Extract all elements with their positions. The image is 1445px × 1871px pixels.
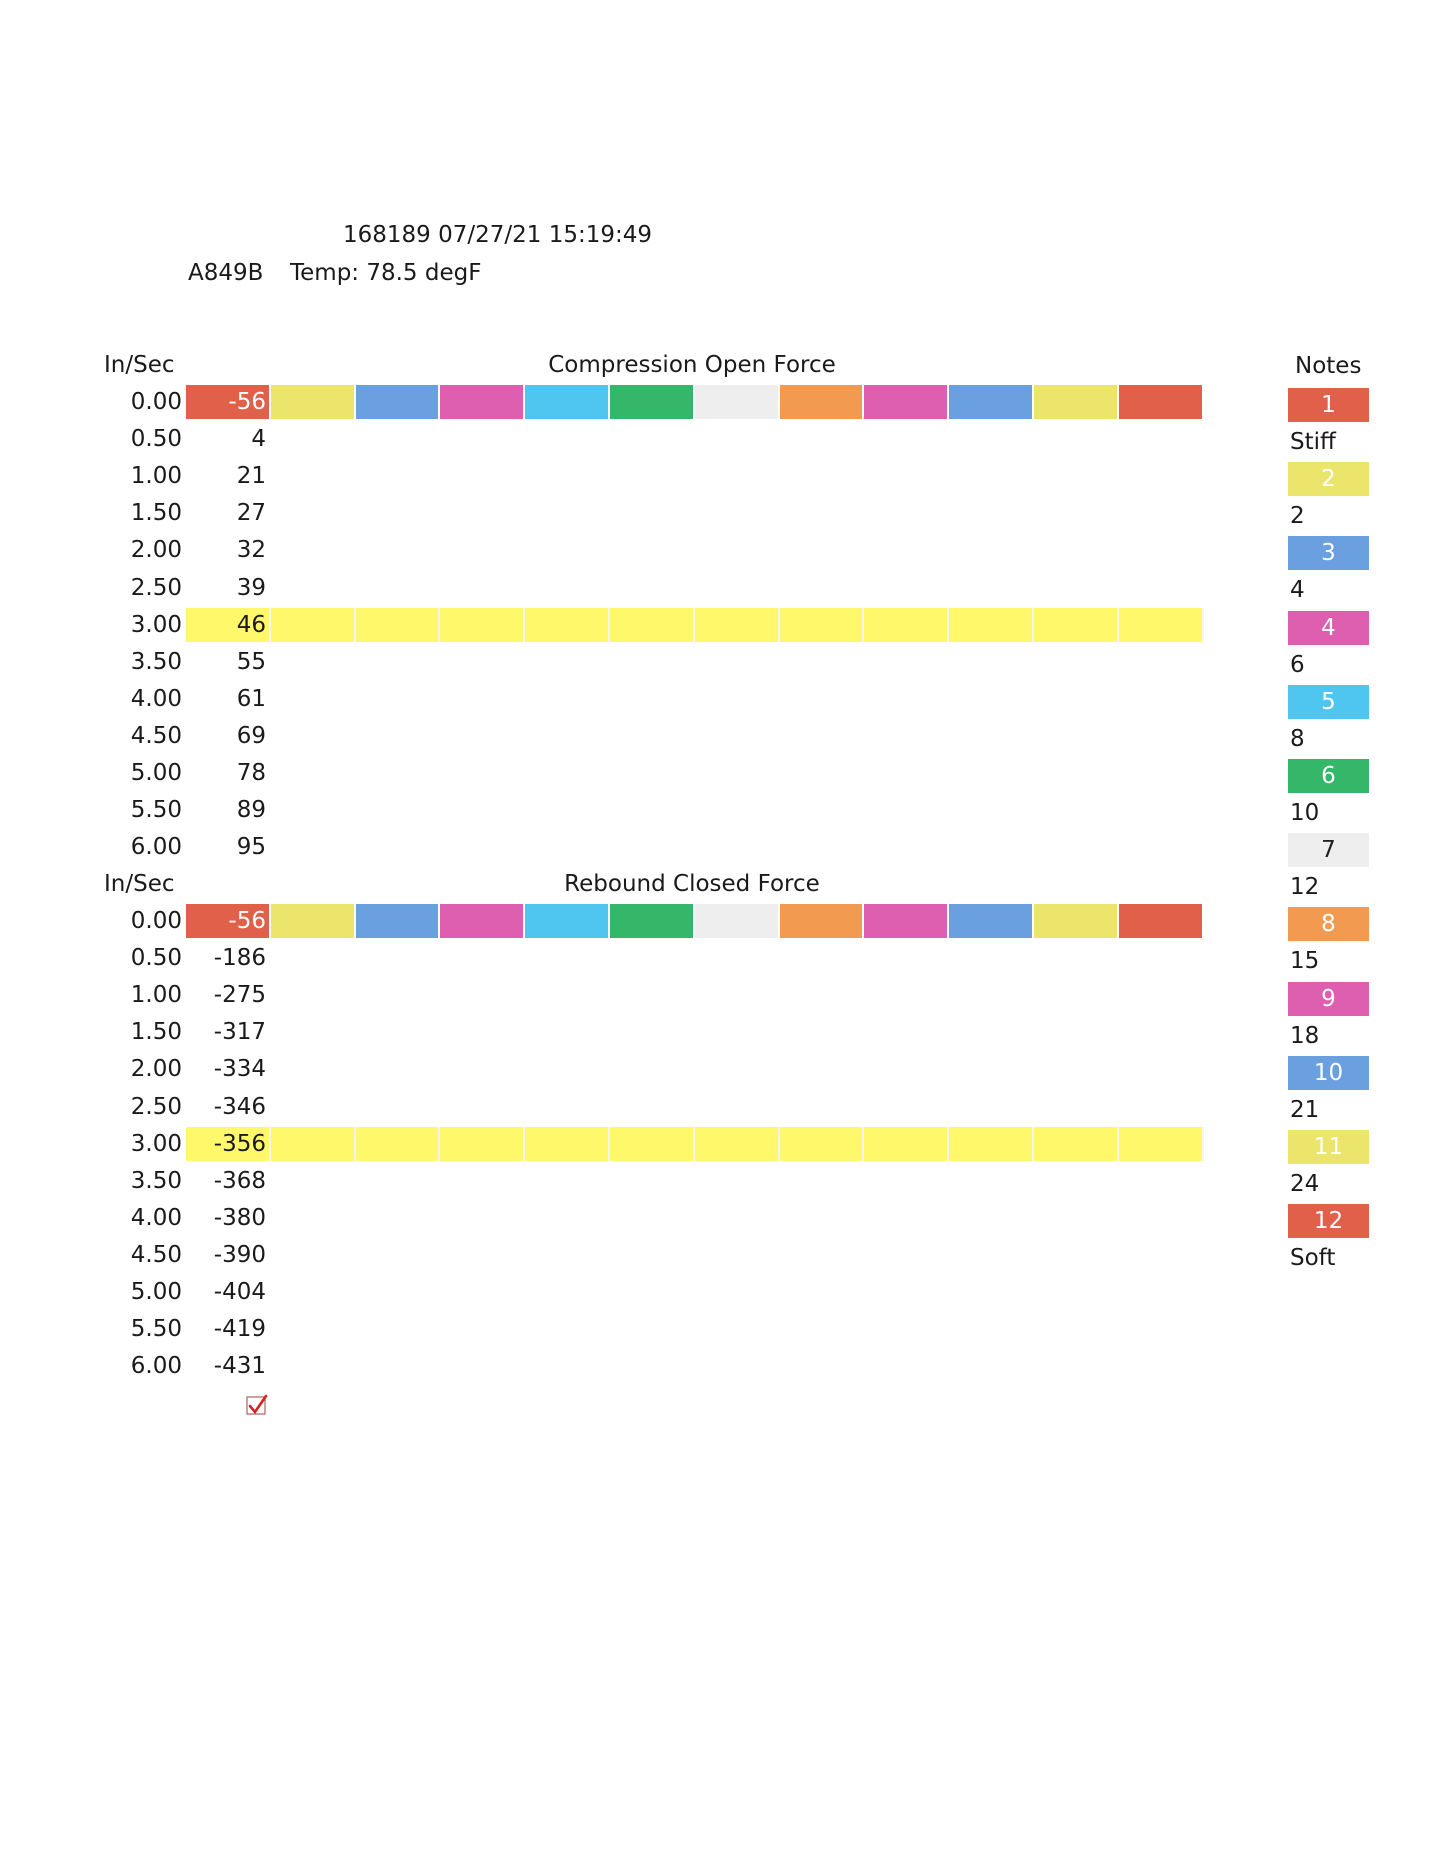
temperature: Temp: 78.5 degF [290, 260, 482, 286]
color-band-cell [525, 904, 610, 938]
highlight-cell [271, 608, 356, 642]
color-band-cell [949, 904, 1034, 938]
force-value: -356 [213, 1130, 266, 1157]
color-band-cell [271, 385, 356, 419]
highlight-cell [1119, 1127, 1204, 1161]
note-label: 15 [1290, 948, 1320, 975]
column-header-in-sec: In/Sec [104, 871, 175, 897]
force-value: -346 [213, 1093, 266, 1120]
color-band-cell [1119, 385, 1204, 419]
highlight-cell [780, 608, 865, 642]
color-band-cell [356, 385, 441, 419]
force-value: -56 [228, 389, 266, 415]
highlight-cell [949, 608, 1034, 642]
force-value: -368 [213, 1167, 266, 1194]
section-title: Compression Open Force [548, 352, 836, 378]
highlight-cell [610, 1127, 695, 1161]
note-swatch: 10 [1288, 1056, 1369, 1090]
force-value: -275 [213, 982, 266, 1009]
highlight-cell [695, 608, 780, 642]
color-band-cell [780, 904, 865, 938]
note-swatch: 4 [1288, 611, 1369, 645]
highlight-cell [864, 1127, 949, 1161]
color-band-cell [695, 385, 780, 419]
note-swatch: 5 [1288, 685, 1369, 719]
color-band-cell [864, 385, 949, 419]
speed-value: 3.00 [130, 611, 182, 638]
color-band-cell [864, 904, 949, 938]
speed-value: 5.50 [130, 797, 182, 824]
speed-value: 4.50 [130, 722, 182, 749]
highlight-cell [525, 608, 610, 642]
highlight-cell [780, 1127, 865, 1161]
note-label: 18 [1290, 1022, 1320, 1049]
force-value: -380 [213, 1204, 266, 1231]
checkmark-icon [246, 1394, 268, 1420]
force-value: -56 [228, 908, 266, 934]
speed-value: 4.50 [130, 1241, 182, 1268]
highlight-cell [271, 1127, 356, 1161]
color-band-cell [525, 385, 610, 419]
highlight-cell [525, 1127, 610, 1161]
color-band-cell [356, 904, 441, 938]
color-band-cell [610, 385, 695, 419]
speed-value: 3.50 [130, 648, 182, 675]
color-band-cell [271, 904, 356, 938]
column-header-in-sec: In/Sec [104, 352, 175, 378]
note-label: 2 [1290, 503, 1305, 530]
speed-value: 3.50 [130, 1167, 182, 1194]
note-swatch: 3 [1288, 536, 1369, 570]
color-band-cell [1119, 904, 1204, 938]
note-label: 10 [1290, 800, 1320, 826]
force-value: 61 [236, 685, 266, 712]
unit-id: A849B [188, 260, 264, 286]
note-swatch: 12 [1288, 1204, 1369, 1238]
color-band-cell [440, 385, 525, 419]
speed-value: 5.00 [130, 1279, 182, 1305]
note-swatch: 8 [1288, 907, 1369, 941]
highlight-cell [440, 1127, 525, 1161]
speed-value: 3.00 [130, 1130, 182, 1157]
force-value: -334 [213, 1056, 266, 1083]
force-value: -431 [213, 1353, 266, 1380]
note-label: 8 [1290, 725, 1305, 752]
speed-value: 4.00 [130, 1204, 182, 1231]
speed-value: 2.50 [130, 574, 182, 601]
force-value: 32 [236, 537, 266, 564]
highlight-cell [864, 608, 949, 642]
highlight-cell [949, 1127, 1034, 1161]
note-swatch: 6 [1288, 759, 1369, 793]
force-value: 55 [236, 648, 266, 675]
force-value: 27 [236, 500, 266, 527]
color-band-cell [440, 904, 525, 938]
note-label: 6 [1290, 651, 1305, 678]
highlight-cell [1034, 1127, 1119, 1161]
speed-value: 0.00 [130, 908, 182, 934]
speed-value: 1.00 [130, 463, 182, 490]
speed-value: 2.50 [130, 1093, 182, 1120]
force-value: -390 [213, 1241, 266, 1268]
notes-title: Notes [1295, 353, 1362, 379]
force-value: 39 [236, 574, 266, 601]
speed-value: 2.00 [130, 1056, 182, 1083]
note-swatch: 1 [1288, 388, 1369, 422]
note-label: 21 [1290, 1096, 1320, 1123]
speed-value: 4.00 [130, 685, 182, 712]
force-value: 89 [236, 797, 266, 824]
force-value: -404 [213, 1279, 266, 1305]
color-band-cell [695, 904, 780, 938]
force-value: -186 [213, 945, 266, 972]
force-value: 4 [251, 426, 266, 453]
highlight-cell [610, 608, 695, 642]
report-id-line: 168189 07/27/21 15:19:49 [343, 222, 653, 248]
note-swatch: 7 [1288, 833, 1369, 867]
highlight-cell [1034, 608, 1119, 642]
color-band-cell [1034, 904, 1119, 938]
section-title: Rebound Closed Force [564, 871, 820, 897]
speed-value: 5.00 [130, 760, 182, 786]
speed-value: 0.00 [130, 389, 182, 415]
force-value: -419 [213, 1316, 266, 1343]
speed-value: 6.00 [130, 1353, 182, 1380]
color-band-cell [1034, 385, 1119, 419]
force-value: -317 [213, 1019, 266, 1046]
color-band-cell [610, 904, 695, 938]
note-label: 4 [1290, 577, 1305, 604]
highlight-cell [1119, 608, 1204, 642]
speed-value: 0.50 [130, 426, 182, 453]
note-label: Stiff [1290, 429, 1336, 455]
highlight-cell [440, 608, 525, 642]
color-band-cell [949, 385, 1034, 419]
note-swatch: 9 [1288, 982, 1369, 1016]
note-swatch: 11 [1288, 1130, 1369, 1164]
speed-value: 1.50 [130, 500, 182, 527]
force-value: 21 [236, 463, 266, 490]
force-value: 46 [236, 611, 266, 638]
highlight-cell [695, 1127, 780, 1161]
force-value: 69 [236, 722, 266, 749]
color-band-cell [780, 385, 865, 419]
highlight-cell [356, 608, 441, 642]
speed-value: 0.50 [130, 945, 182, 972]
speed-value: 6.00 [130, 834, 182, 861]
force-value: 95 [236, 834, 266, 861]
note-swatch: 2 [1288, 462, 1369, 496]
note-label: Soft [1290, 1245, 1336, 1272]
highlight-cell [356, 1127, 441, 1161]
note-label: 12 [1290, 874, 1320, 901]
note-label: 24 [1290, 1171, 1320, 1197]
speed-value: 5.50 [130, 1316, 182, 1343]
speed-value: 1.00 [130, 982, 182, 1009]
force-value: 78 [236, 760, 266, 786]
speed-value: 1.50 [130, 1019, 182, 1046]
speed-value: 2.00 [130, 537, 182, 564]
